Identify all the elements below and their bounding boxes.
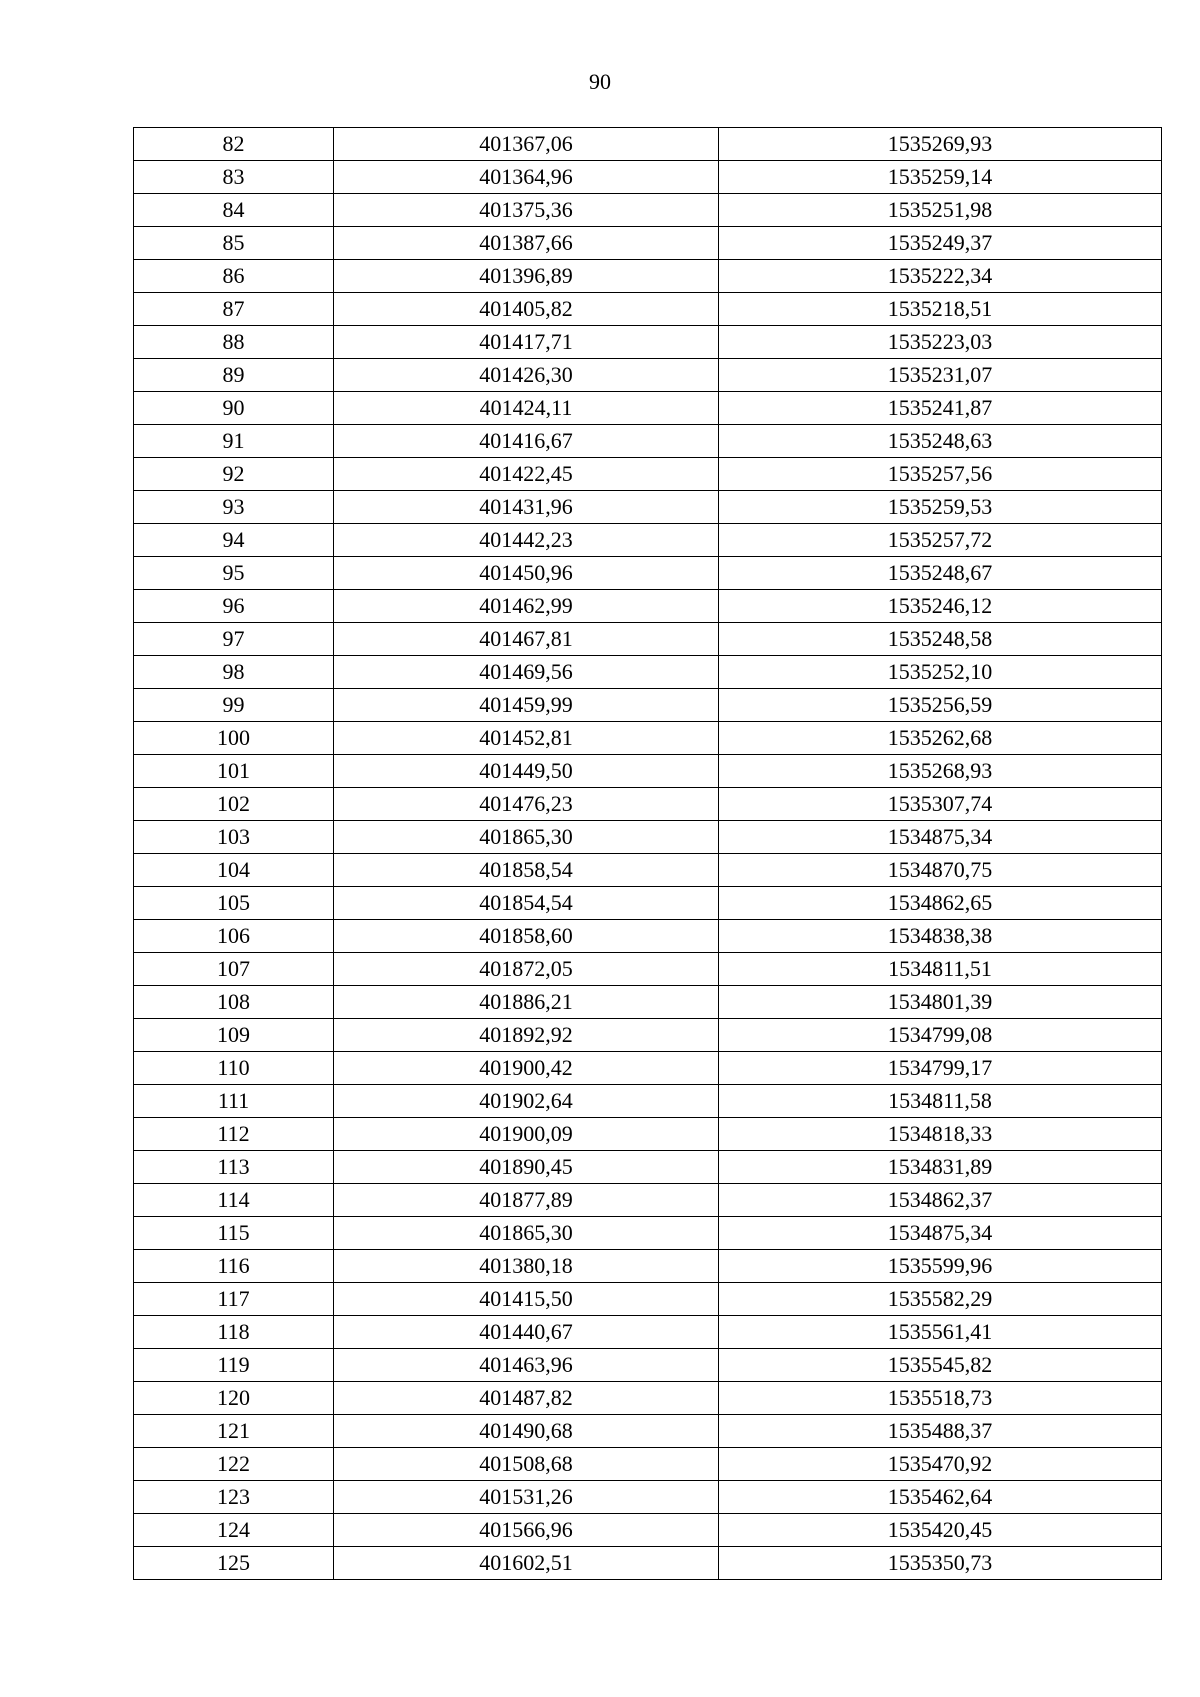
y-coordinate-cell: 1535248,67 — [719, 557, 1162, 590]
point-number-cell: 91 — [134, 425, 334, 458]
table-row — [134, 1217, 1162, 1250]
point-number-cell: 101 — [134, 755, 334, 788]
x-coordinate-cell: 401431,96 — [334, 491, 719, 524]
point-number-cell: 88 — [134, 326, 334, 359]
table-row — [134, 887, 1162, 920]
point-number-cell: 103 — [134, 821, 334, 854]
table-row — [134, 326, 1162, 359]
y-coordinate-cell: 1535259,53 — [719, 491, 1162, 524]
table-row — [134, 623, 1162, 656]
y-coordinate-cell: 1535350,73 — [719, 1547, 1162, 1580]
y-coordinate-cell: 1535269,93 — [719, 128, 1162, 161]
point-number-cell: 89 — [134, 359, 334, 392]
x-coordinate-cell: 401900,42 — [334, 1052, 719, 1085]
point-number-cell: 83 — [134, 161, 334, 194]
y-coordinate-cell: 1535561,41 — [719, 1316, 1162, 1349]
table-row — [134, 1283, 1162, 1316]
x-coordinate-cell: 401566,96 — [334, 1514, 719, 1547]
y-coordinate-cell: 1534801,39 — [719, 986, 1162, 1019]
x-coordinate-cell: 401440,67 — [334, 1316, 719, 1349]
table-row — [134, 1118, 1162, 1151]
x-coordinate-cell: 401900,09 — [334, 1118, 719, 1151]
table-row — [134, 821, 1162, 854]
coordinates-table-body — [134, 128, 1162, 1580]
x-coordinate-cell: 401396,89 — [334, 260, 719, 293]
x-coordinate-cell: 401415,50 — [334, 1283, 719, 1316]
point-number-cell: 113 — [134, 1151, 334, 1184]
table-row — [134, 227, 1162, 260]
y-coordinate-cell: 1535259,14 — [719, 161, 1162, 194]
point-number-cell: 117 — [134, 1283, 334, 1316]
point-number-cell: 121 — [134, 1415, 334, 1448]
table-row — [134, 1415, 1162, 1448]
table-row — [134, 392, 1162, 425]
point-number-cell: 87 — [134, 293, 334, 326]
point-number-cell: 115 — [134, 1217, 334, 1250]
y-coordinate-cell: 1534875,34 — [719, 821, 1162, 854]
y-coordinate-cell: 1535241,87 — [719, 392, 1162, 425]
table-row — [134, 1085, 1162, 1118]
x-coordinate-cell: 401872,05 — [334, 953, 719, 986]
x-coordinate-cell: 401531,26 — [334, 1481, 719, 1514]
y-coordinate-cell: 1535231,07 — [719, 359, 1162, 392]
table-row — [134, 1547, 1162, 1580]
table-row — [134, 359, 1162, 392]
y-coordinate-cell: 1535249,37 — [719, 227, 1162, 260]
x-coordinate-cell: 401476,23 — [334, 788, 719, 821]
x-coordinate-cell: 401508,68 — [334, 1448, 719, 1481]
point-number-cell: 122 — [134, 1448, 334, 1481]
table-row — [134, 524, 1162, 557]
table-row — [134, 1316, 1162, 1349]
y-coordinate-cell: 1535246,12 — [719, 590, 1162, 623]
table-row — [134, 656, 1162, 689]
point-number-cell: 92 — [134, 458, 334, 491]
point-number-cell: 98 — [134, 656, 334, 689]
x-coordinate-cell: 401449,50 — [334, 755, 719, 788]
y-coordinate-cell: 1534799,17 — [719, 1052, 1162, 1085]
x-coordinate-cell: 401602,51 — [334, 1547, 719, 1580]
x-coordinate-cell: 401854,54 — [334, 887, 719, 920]
x-coordinate-cell: 401452,81 — [334, 722, 719, 755]
x-coordinate-cell: 401902,64 — [334, 1085, 719, 1118]
table-row — [134, 260, 1162, 293]
x-coordinate-cell: 401877,89 — [334, 1184, 719, 1217]
y-coordinate-cell: 1534862,65 — [719, 887, 1162, 920]
y-coordinate-cell: 1534818,33 — [719, 1118, 1162, 1151]
y-coordinate-cell: 1535256,59 — [719, 689, 1162, 722]
point-number-cell: 105 — [134, 887, 334, 920]
table-row — [134, 722, 1162, 755]
table-row — [134, 1514, 1162, 1547]
page-number: 90 — [589, 69, 611, 94]
x-coordinate-cell: 401469,56 — [334, 656, 719, 689]
point-number-cell: 99 — [134, 689, 334, 722]
point-number-cell: 82 — [134, 128, 334, 161]
y-coordinate-cell: 1534811,51 — [719, 953, 1162, 986]
y-coordinate-cell: 1535222,34 — [719, 260, 1162, 293]
y-coordinate-cell: 1535251,98 — [719, 194, 1162, 227]
point-number-cell: 123 — [134, 1481, 334, 1514]
point-number-cell: 111 — [134, 1085, 334, 1118]
point-number-cell: 85 — [134, 227, 334, 260]
point-number-cell: 102 — [134, 788, 334, 821]
y-coordinate-cell: 1535257,56 — [719, 458, 1162, 491]
point-number-cell: 84 — [134, 194, 334, 227]
table-row — [134, 293, 1162, 326]
x-coordinate-cell: 401858,60 — [334, 920, 719, 953]
x-coordinate-cell: 401459,99 — [334, 689, 719, 722]
y-coordinate-cell: 1535257,72 — [719, 524, 1162, 557]
y-coordinate-cell: 1535262,68 — [719, 722, 1162, 755]
point-number-cell: 96 — [134, 590, 334, 623]
y-coordinate-cell: 1534875,34 — [719, 1217, 1162, 1250]
y-coordinate-cell: 1535420,45 — [719, 1514, 1162, 1547]
table-row — [134, 1349, 1162, 1382]
table-row — [134, 953, 1162, 986]
x-coordinate-cell: 401865,30 — [334, 821, 719, 854]
y-coordinate-cell: 1535488,37 — [719, 1415, 1162, 1448]
x-coordinate-cell: 401463,96 — [334, 1349, 719, 1382]
table-row — [134, 1019, 1162, 1052]
y-coordinate-cell: 1535307,74 — [719, 788, 1162, 821]
x-coordinate-cell: 401886,21 — [334, 986, 719, 1019]
x-coordinate-cell: 401858,54 — [334, 854, 719, 887]
point-number-cell: 95 — [134, 557, 334, 590]
y-coordinate-cell: 1535268,93 — [719, 755, 1162, 788]
table-row — [134, 920, 1162, 953]
point-number-cell: 90 — [134, 392, 334, 425]
table-row — [134, 590, 1162, 623]
x-coordinate-cell: 401450,96 — [334, 557, 719, 590]
table-row — [134, 491, 1162, 524]
y-coordinate-cell: 1535599,96 — [719, 1250, 1162, 1283]
table-row — [134, 557, 1162, 590]
table-row — [134, 128, 1162, 161]
point-number-cell: 86 — [134, 260, 334, 293]
x-coordinate-cell: 401892,92 — [334, 1019, 719, 1052]
y-coordinate-cell: 1535252,10 — [719, 656, 1162, 689]
y-coordinate-cell: 1535248,58 — [719, 623, 1162, 656]
table-row — [134, 1481, 1162, 1514]
point-number-cell: 97 — [134, 623, 334, 656]
y-coordinate-cell: 1534862,37 — [719, 1184, 1162, 1217]
table-row — [134, 689, 1162, 722]
x-coordinate-cell: 401364,96 — [334, 161, 719, 194]
table-row — [134, 1382, 1162, 1415]
y-coordinate-cell: 1534831,89 — [719, 1151, 1162, 1184]
table-row — [134, 425, 1162, 458]
x-coordinate-cell: 401422,45 — [334, 458, 719, 491]
point-number-cell: 120 — [134, 1382, 334, 1415]
y-coordinate-cell: 1534811,58 — [719, 1085, 1162, 1118]
x-coordinate-cell: 401462,99 — [334, 590, 719, 623]
x-coordinate-cell: 401416,67 — [334, 425, 719, 458]
point-number-cell: 114 — [134, 1184, 334, 1217]
x-coordinate-cell: 401387,66 — [334, 227, 719, 260]
x-coordinate-cell: 401375,36 — [334, 194, 719, 227]
table-row — [134, 161, 1162, 194]
x-coordinate-cell: 401380,18 — [334, 1250, 719, 1283]
y-coordinate-cell: 1535248,63 — [719, 425, 1162, 458]
x-coordinate-cell: 401467,81 — [334, 623, 719, 656]
point-number-cell: 94 — [134, 524, 334, 557]
y-coordinate-cell: 1535218,51 — [719, 293, 1162, 326]
table-row — [134, 854, 1162, 887]
table-row — [134, 1250, 1162, 1283]
point-number-cell: 125 — [134, 1547, 334, 1580]
point-number-cell: 124 — [134, 1514, 334, 1547]
x-coordinate-cell: 401417,71 — [334, 326, 719, 359]
table-row — [134, 788, 1162, 821]
table-row — [134, 755, 1162, 788]
x-coordinate-cell: 401442,23 — [334, 524, 719, 557]
table-row — [134, 458, 1162, 491]
y-coordinate-cell: 1534838,38 — [719, 920, 1162, 953]
y-coordinate-cell: 1535518,73 — [719, 1382, 1162, 1415]
x-coordinate-cell: 401424,11 — [334, 392, 719, 425]
point-number-cell: 107 — [134, 953, 334, 986]
x-coordinate-cell: 401865,30 — [334, 1217, 719, 1250]
point-number-cell: 112 — [134, 1118, 334, 1151]
x-coordinate-cell: 401490,68 — [334, 1415, 719, 1448]
y-coordinate-cell: 1535582,29 — [719, 1283, 1162, 1316]
point-number-cell: 106 — [134, 920, 334, 953]
point-number-cell: 108 — [134, 986, 334, 1019]
point-number-cell: 118 — [134, 1316, 334, 1349]
point-number-cell: 104 — [134, 854, 334, 887]
y-coordinate-cell: 1535462,64 — [719, 1481, 1162, 1514]
point-number-cell: 100 — [134, 722, 334, 755]
table-row — [134, 1151, 1162, 1184]
y-coordinate-cell: 1535545,82 — [719, 1349, 1162, 1382]
table-row — [134, 194, 1162, 227]
x-coordinate-cell: 401405,82 — [334, 293, 719, 326]
point-number-cell: 119 — [134, 1349, 334, 1382]
x-coordinate-cell: 401890,45 — [334, 1151, 719, 1184]
coordinates-table — [133, 127, 1162, 1580]
x-coordinate-cell: 401487,82 — [334, 1382, 719, 1415]
table-row — [134, 1052, 1162, 1085]
y-coordinate-cell: 1535223,03 — [719, 326, 1162, 359]
y-coordinate-cell: 1535470,92 — [719, 1448, 1162, 1481]
point-number-cell: 116 — [134, 1250, 334, 1283]
y-coordinate-cell: 1534870,75 — [719, 854, 1162, 887]
table-row — [134, 1448, 1162, 1481]
table-row — [134, 986, 1162, 1019]
point-number-cell: 110 — [134, 1052, 334, 1085]
x-coordinate-cell: 401426,30 — [334, 359, 719, 392]
point-number-cell: 93 — [134, 491, 334, 524]
point-number-cell: 109 — [134, 1019, 334, 1052]
y-coordinate-cell: 1534799,08 — [719, 1019, 1162, 1052]
table-row — [134, 1184, 1162, 1217]
x-coordinate-cell: 401367,06 — [334, 128, 719, 161]
